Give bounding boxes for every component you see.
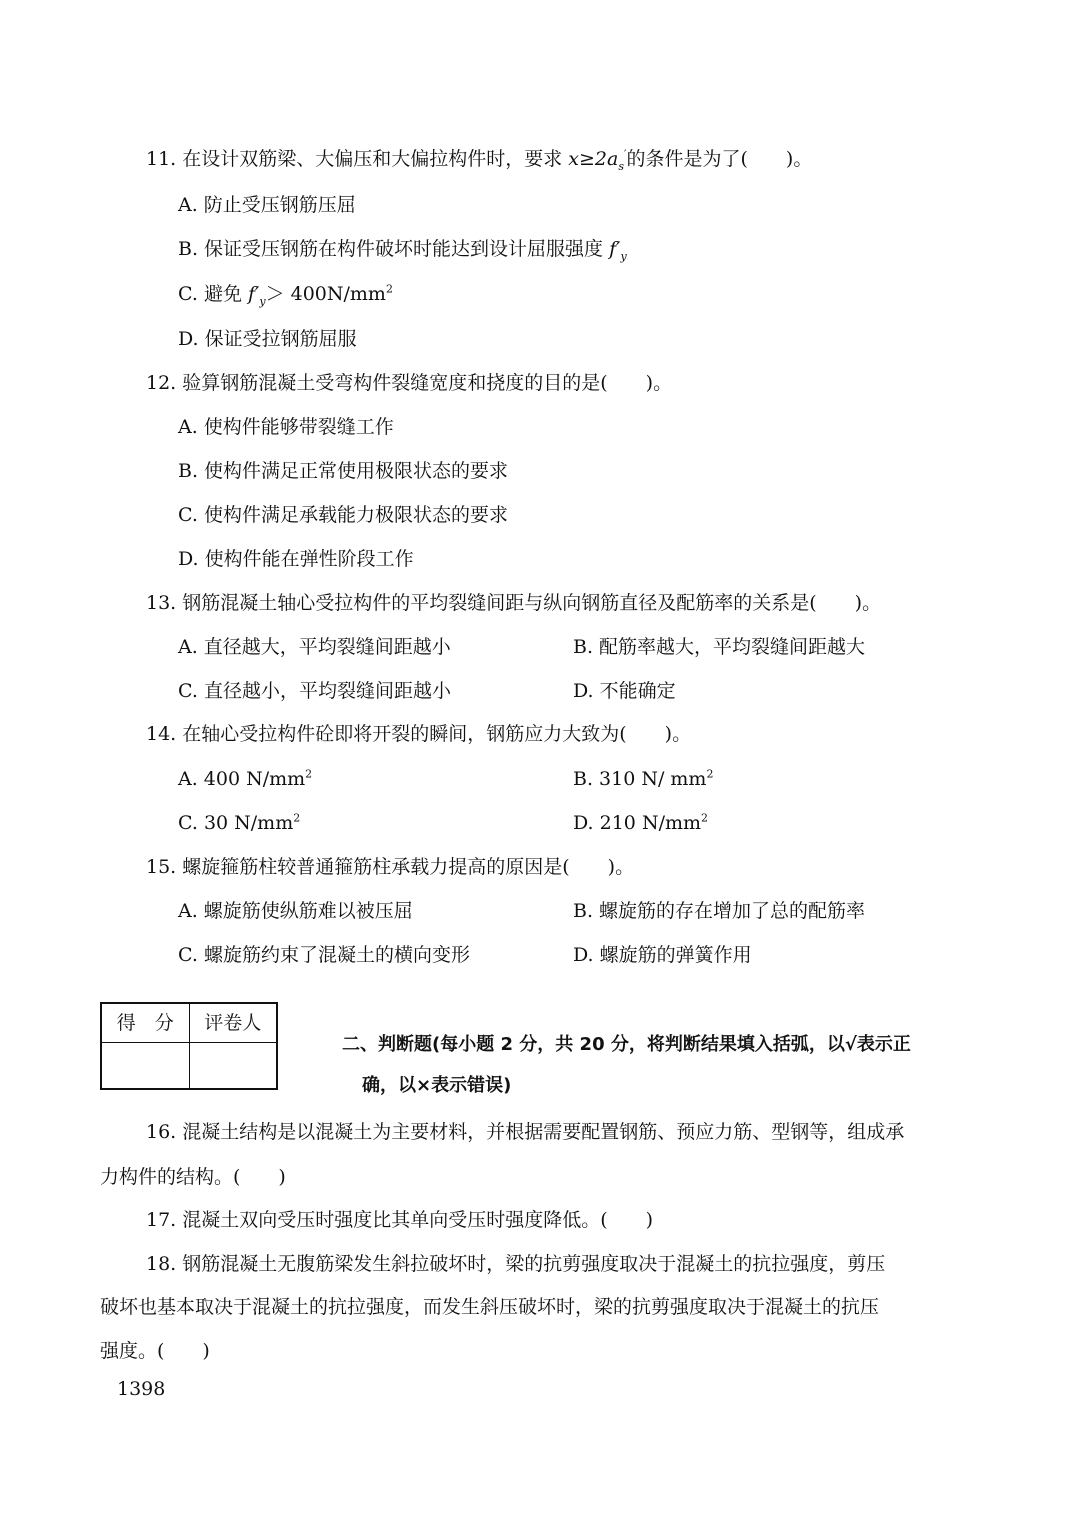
- question-18-line3: 强度。( ): [100, 1340, 210, 1362]
- question-14-option-d: D. 210 $N/mm^2$: [573, 811, 708, 834]
- question-17: 17. 混凝土双向受压时强度比其单向受压时强度降低。( ): [146, 1209, 654, 1231]
- question-15-option-d: D. 螺旋筋的弹簧作用: [573, 944, 752, 966]
- question-16-line1: 16. 混凝土结构是以混凝土为主要材料，并根据需要配置钢筋、预应力筋、型钢等，组成承: [146, 1121, 905, 1143]
- question-13-option-a: A. 直径越大，平均裂缝间距越小: [178, 636, 451, 658]
- question-18-line1: 18. 钢筋混凝土无腹筋梁发生斜拉破坏时，梁的抗剪强度取决于混凝土的抗拉强度，剪压: [146, 1253, 886, 1275]
- math-fy-prime: $f'_y$: [247, 283, 266, 308]
- question-13-option-b: B. 配筋率越大，平均裂缝间距越大: [573, 636, 866, 658]
- grader-cell[interactable]: [189, 1043, 277, 1090]
- question-12-option-b: B. 使构件满足正常使用极限状态的要求: [178, 460, 509, 482]
- question-12-option-d: D. 使构件能在弹性阶段工作: [178, 548, 414, 570]
- question-11-option-d: D. 保证受拉钢筋屈服: [178, 328, 357, 350]
- question-13-option-c: C. 直径越小，平均裂缝间距越小: [178, 680, 451, 702]
- question-15-option-b: B. 螺旋筋的存在增加了总的配筋率: [573, 900, 866, 922]
- math-x-geq-2as: $x\ge 2a_s'$: [568, 147, 627, 173]
- section-2-title-line2: 确，以×表示错误): [362, 1075, 512, 1096]
- grader-label: 评卷人: [189, 1003, 277, 1043]
- question-14-option-b: B. 310 N/ $mm^2$: [573, 767, 714, 790]
- section-2-title-line1: 二、判断题(每小题 2 分，共 20 分，将判断结果填入括弧，以√表示正: [342, 1034, 911, 1055]
- score-cell[interactable]: [101, 1043, 189, 1090]
- question-13-option-d: D. 不能确定: [573, 680, 676, 702]
- question-15-option-a: A. 螺旋筋使纵筋难以被压屈: [178, 900, 413, 922]
- question-14-stem: 14. 在轴心受拉构件砼即将开裂的瞬间，钢筋应力大致为( )。: [146, 723, 692, 745]
- question-13-stem: 13. 钢筋混凝土轴心受拉构件的平均裂缝间距与纵向钢筋直径及配筋率的关系是( )。: [146, 592, 882, 614]
- score-table: [100, 1002, 278, 1090]
- question-18-line2: 破坏也基本取决于混凝土的抗拉强度，而发生斜压破坏时，梁的抗剪强度取决于混凝土的抗压: [100, 1296, 880, 1318]
- score-label: 得 分: [101, 1003, 189, 1043]
- question-12-stem: 12. 验算钢筋混凝土受弯构件裂缝宽度和挠度的目的是( )。: [146, 372, 673, 394]
- question-12-option-c: C. 使构件满足承载能力极限状态的要求: [178, 504, 508, 526]
- question-11-option-c: C. 避免 $f'_y> 400N/mm^2$: [178, 282, 393, 308]
- question-11-option-b: B. 保证受压钢筋在构件破坏时能达到设计屈服强度 $f'_y$: [178, 238, 627, 263]
- question-16-line2: 力构件的结构。( ): [100, 1166, 286, 1188]
- question-15-option-c: C. 螺旋筋约束了混凝土的横向变形: [178, 944, 470, 966]
- question-11-stem: 11. 在设计双筋梁、大偏压和大偏拉构件时，要求 $x\ge 2a_s'$的条件是为了( )。: [146, 147, 813, 173]
- question-15-stem: 15. 螺旋箍筋柱较普通箍筋柱承载力提高的原因是( )。: [146, 856, 635, 878]
- math-fy-prime: $f'_y$: [609, 238, 627, 263]
- question-12-option-a: A. 使构件能够带裂缝工作: [178, 416, 394, 438]
- question-14-option-a: A. 400 $N/mm^2$: [178, 767, 313, 790]
- question-11-option-a: A. 防止受压钢筋压屈: [178, 194, 356, 216]
- question-14-option-c: C. 30 $N/mm^2$: [178, 811, 301, 834]
- page-number: 1398: [117, 1378, 166, 1400]
